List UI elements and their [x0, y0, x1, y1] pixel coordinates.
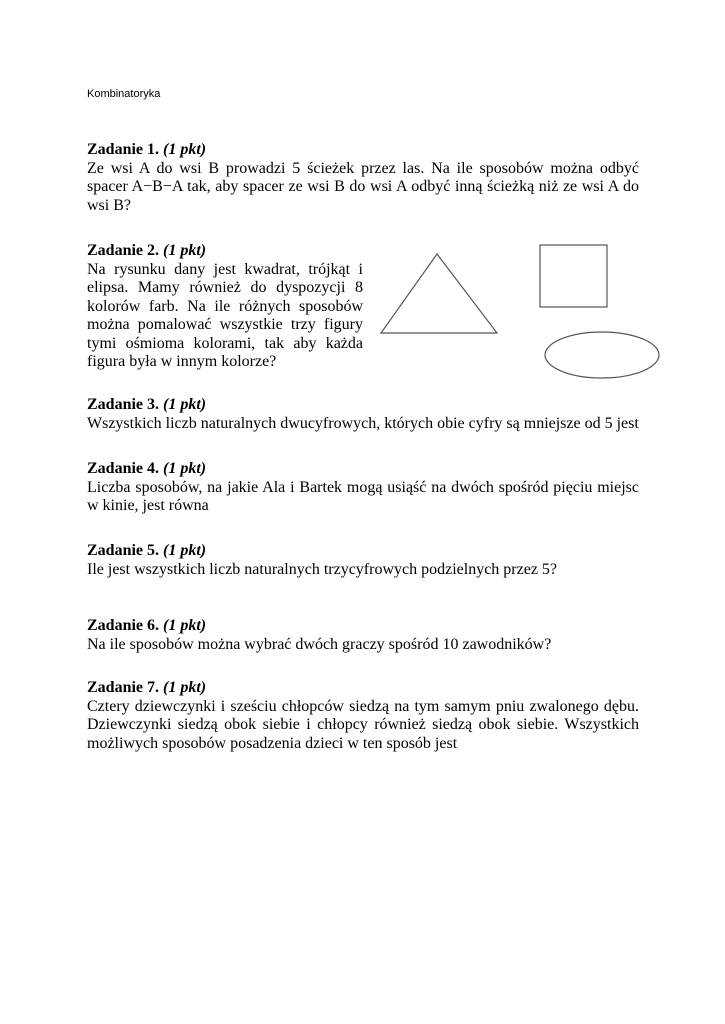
task-points: (1 pkt) — [163, 396, 207, 413]
task-points: (1 pkt) — [163, 141, 207, 158]
task-title: Zadanie 6. — [87, 617, 160, 634]
task-title: Zadanie 1. — [87, 141, 160, 158]
task-4 — [87, 460, 639, 516]
task-2 — [87, 242, 363, 372]
task-points: (1 pkt) — [163, 460, 207, 477]
task-title: Zadanie 2. — [87, 242, 160, 259]
task-title: Zadanie 7. — [87, 679, 160, 696]
task-7 — [87, 679, 639, 753]
task-3 — [87, 396, 639, 433]
square-shape — [540, 245, 607, 307]
triangle-shape — [381, 254, 497, 333]
task-points: (1 pkt) — [163, 242, 207, 259]
task-points: (1 pkt) — [163, 617, 207, 634]
task-title: Zadanie 5. — [87, 542, 160, 559]
task-title: Zadanie 4. — [87, 460, 160, 477]
task-1 — [87, 141, 639, 215]
task-5 — [87, 542, 639, 579]
task-text: Ze wsi A do wsi B prowadzi 5 ścieżek przez las. Na ile sposobów można odbyć spacer A−B−A tak, aby spacer ze wsi B do wsi A odbyć inną ścieżką niż ze wsi A do wsi B? — [87, 159, 639, 214]
task-text: Cztery dziewczynki i sześciu chłopców siedzą na tym samym pniu zwalonego dębu. Dziewczynki siedzą obok siebie i chłopcy również siedzą obok siebie. Wszystkich możliwych sposobów posadzenia dzieci w ten sposób jest — [87, 697, 639, 752]
task-text: Wszystkich liczb naturalnych dwucyfrowych, których obie cyfry są mniejsze od 5 jest — [87, 414, 639, 432]
task-text: Liczba sposobów, na jakie Ala i Bartek mogą usiąść na dwóch spośród pięciu miejsc w kinie, jest równa — [87, 478, 639, 514]
task-points: (1 pkt) — [163, 679, 207, 696]
task-text: Na ile sposobów można wybrać dwóch graczy spośród 10 zawodników? — [87, 635, 552, 653]
task-text: Ile jest wszystkich liczb naturalnych trzycyfrowych podzielnych przez 5? — [87, 560, 558, 578]
page-header: Kombinatoryka — [87, 88, 161, 100]
task-points: (1 pkt) — [163, 542, 207, 559]
geometric-figures — [378, 242, 668, 382]
task-text: Na rysunku dany jest kwadrat, trójkąt i elipsa. Mamy również do dyspozycji 8 kolorów farb. Na ile różnych sposobów można pomalować wszystkie trzy figury tymi ośmioma kolorami, tak aby każda figura była w innym kolorze? — [87, 260, 363, 370]
task-title: Zadanie 3. — [87, 396, 160, 413]
ellipse-shape — [545, 332, 659, 378]
task-6 — [87, 617, 639, 654]
